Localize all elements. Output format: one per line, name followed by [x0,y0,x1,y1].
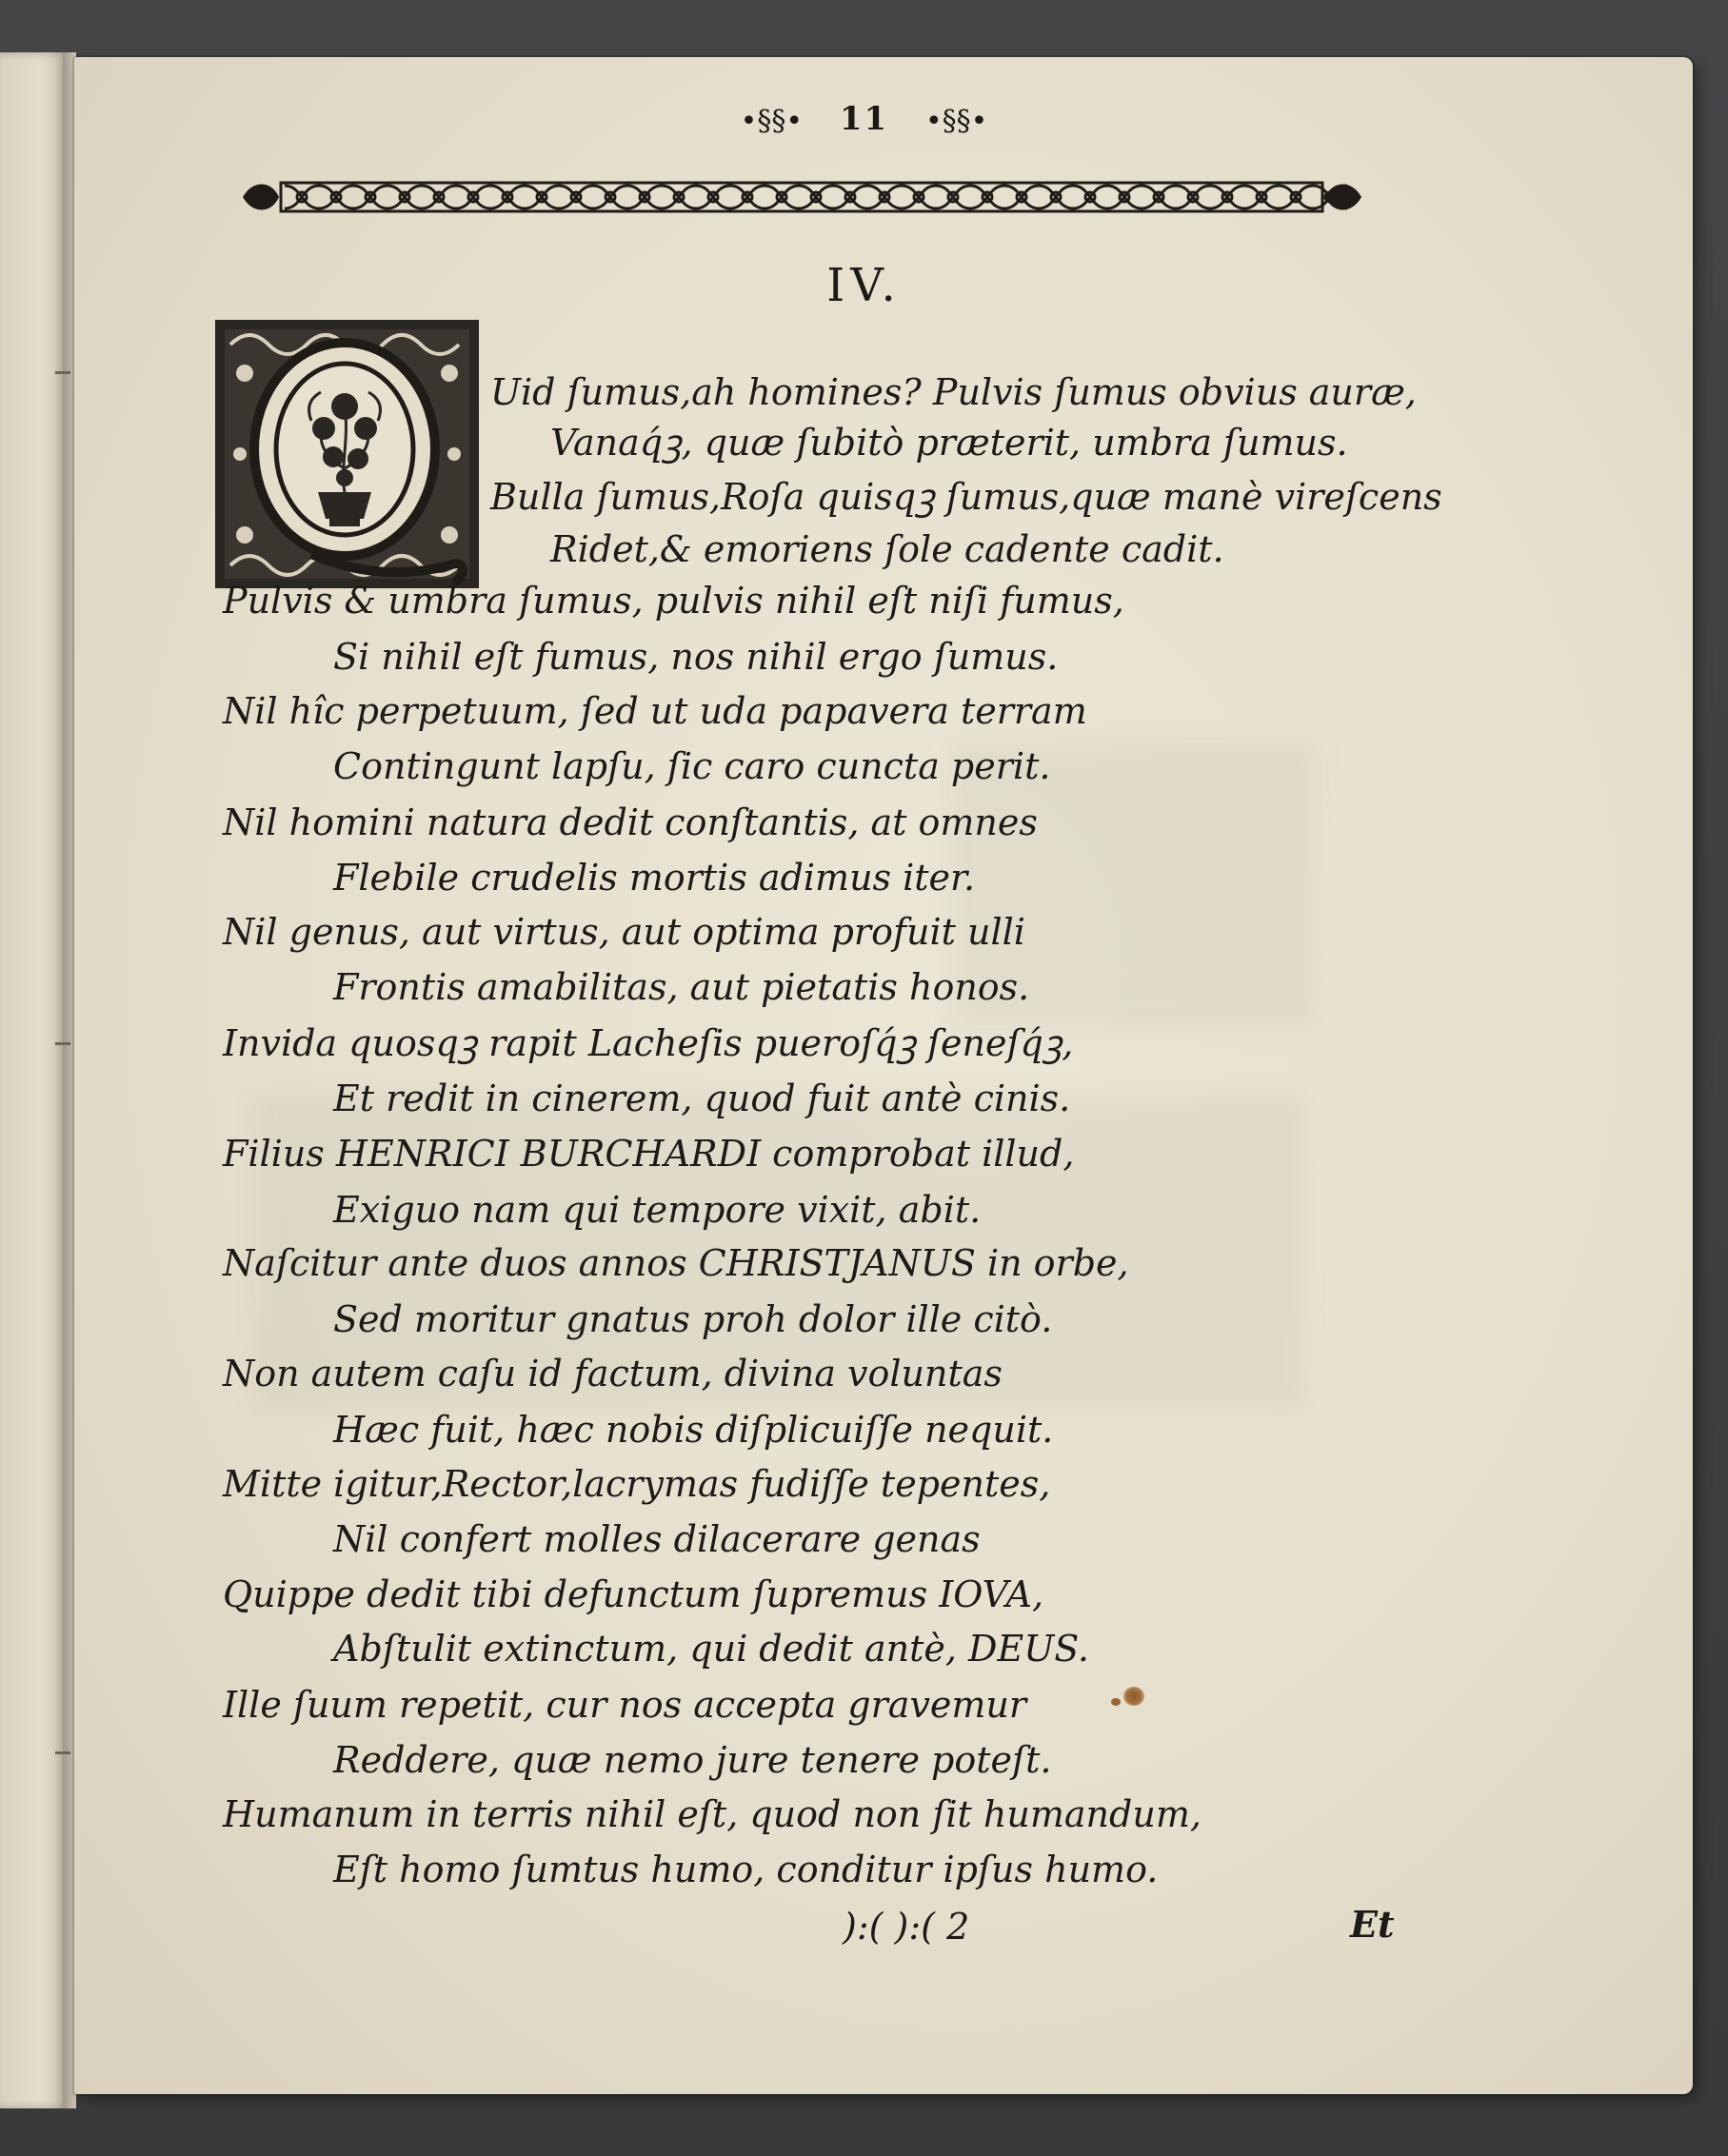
catchword: Et [1350,1903,1395,1946]
poem-line: Ille ſuum repetit, cur nos accepta gravemur [223,1684,1027,1726]
decorative-border-band [243,174,1361,220]
knot-segment [730,186,765,208]
poem-line: Nil genus, aut virtus, aut optima profuit ulli [223,911,1025,953]
knot-segment [1244,186,1279,208]
signature-mark: ):( ):( 2 [843,1906,970,1948]
knot-segment [833,186,867,208]
knot-segment [696,186,730,208]
poem-line: Exiguo nam qui tempore vixit, abit. [333,1189,982,1231]
knot-segment [970,186,1004,208]
paper-stain [1111,1698,1121,1706]
poem-line: Et redit in cinerem, quod fuit antè cinis. [333,1078,1071,1119]
poem-line: Humanum in terris nihil eſt, quod non ſit humandum, [223,1793,1202,1835]
knot-segment [1142,186,1176,208]
poem-line: Uid ſumus,ah homines? Pulvis ſumus obvius auræ, [490,371,1417,413]
poem-line: Sed moritur gnatus proh dolor ille citò. [333,1298,1053,1340]
poem-line: Hæc fuit, hæc nobis diſplicuiſſe nequit. [333,1409,1054,1451]
poem-line: Non autem caſu id factum, divina voluntas [223,1353,1003,1394]
knot-segment [593,186,627,208]
poem-line: Flebile crudelis mortis adimus iter. [333,857,976,899]
knot-segment [387,186,422,208]
knot-segment [559,186,593,208]
poem-line: Ridet,& emoriens ſole cadente cadit. [550,528,1224,570]
knot-segment [1004,186,1039,208]
poem-line: Mitte igitur,Rector,lacrymas fudiſſe tepentes, [223,1463,1051,1505]
knot-segment [490,186,525,208]
poem-line: Nil hîc perpetuum, ſed ut uda papavera terram [223,690,1087,732]
poem-line: Reddere, quæ nemo jure tenere poteſt. [333,1739,1052,1781]
poem-line: Nil homini natura dedit conſtantis, at omnes [223,801,1038,843]
knot-segment [1210,186,1244,208]
poem-line: Si nihil eſt fumus, nos nihil ergo ſumus. [333,636,1059,678]
knot-segment [1039,186,1073,208]
poem-line: Abſtulit extinctum, qui dedit antè, DEUS. [333,1628,1089,1670]
page-number: 11 [839,100,889,138]
poem-line: Bulla ſumus,Roſa quisqꝫ ſumus,quæ manè vireſcens [490,476,1442,518]
poem-line: Quippe dedit tibi defunctum ſupremus IOVA, [223,1573,1044,1615]
sewing-thread [55,1042,70,1045]
knot-segment [1176,186,1210,208]
knot-segment [319,186,353,208]
paper-stain [1123,1687,1144,1706]
facing-page-edge [0,52,67,2108]
poem-line: Contingunt lapſu, ſic caro cuncta perit. [333,745,1051,787]
knot-segment [765,186,799,208]
knot-segment [867,186,902,208]
poem-line: Pulvis & umbra ſumus, pulvis nihil eſt niſi fumus, [223,580,1124,622]
poem-line: Eſt homo ſumtus humo, conditur ipſus humo. [333,1849,1159,1890]
sewing-thread [55,371,70,374]
poem-line: Naſcitur ante duos annos CHRISTJANUS in orbe, [223,1242,1129,1284]
knot-segment [627,186,662,208]
poem-number: IV. [826,259,902,312]
page-header [0,100,1728,138]
poem-line: Frontis amabilitas, aut pietatis honos. [333,966,1030,1008]
ornament-left: •§§• [740,104,804,138]
decorated-initial-q [211,316,483,592]
knot-segment [353,186,387,208]
knotwork-border-icon [243,174,1361,220]
knot-segment [1073,186,1107,208]
poem-line: Vanaq́ꝫ, quæ ſubitò præterit, umbra ſumus. [550,422,1348,464]
knot-segment [422,186,456,208]
knot-segment [285,186,319,208]
knot-segment [799,186,833,208]
poem-line: Invida quosqꝫ rapit Lacheſis pueroſq́ꝫ ſeneſq́ꝫ, [223,1022,1074,1064]
knot-segment [902,186,936,208]
sewing-thread [55,1751,70,1754]
knot-segment [525,186,559,208]
knot-segment [1107,186,1142,208]
ornamental-initial-icon [211,316,483,592]
poem-line: Nil confert molles dilacerare genas [333,1518,981,1560]
poem-line: Filius HENRICI BURCHARDI comprobat illud, [223,1133,1075,1175]
ornament-right: •§§• [924,104,988,138]
knot-segment [936,186,970,208]
knot-segment [662,186,696,208]
knot-segment [1279,186,1313,208]
knot-segment [456,186,490,208]
